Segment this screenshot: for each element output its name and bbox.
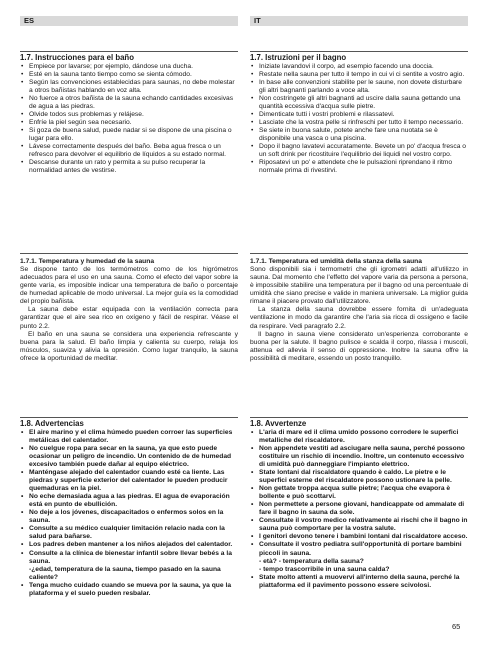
language-code: IT (254, 16, 261, 25)
section-temperature-it (250, 258, 468, 363)
section-bath-instructions-it (250, 54, 468, 175)
list-item: • State molto attenti a muovervi all'interno della sauna, perché la piattaforma ed il pavimento possono essere scivolosi. (250, 574, 468, 590)
section-title: 1.7. Istruzioni per il bagno (250, 53, 347, 62)
paragraph: La stanza della sauna dovrebbe essere fornita di un'adeguata ventilazione in modo da garantire che l'aria sia ricca di ossigeno e facile da respirare. Vedi paragrafo 2.2. (250, 306, 468, 330)
divider (20, 253, 238, 254)
list-item: • No deje a los jóvenes, discapacitados o enfermos solos en la sauna. (20, 509, 238, 525)
divider (250, 253, 468, 254)
section-temperature-es (20, 258, 238, 363)
list-item: • Lasciate che la vostra pelle si rinfreschi per tutto il tempo necessario. (250, 119, 468, 127)
section-title: 1.7.1. Temperatura ed umidità della stanza della sauna (250, 258, 422, 265)
list-item: • In base alle convenzioni stabilite per le saune, non dovete disturbare gli altri bagnanti parlando a voce alta. (250, 79, 468, 95)
divider (250, 51, 468, 52)
list-item: • Los padres deben mantener a los niños alejados del calentador. (20, 541, 238, 549)
list-item: • Empiece por lavarse; por ejemplo, dándose una ducha. (20, 63, 238, 71)
list-item: • Consulte a su médico cualquier limitación relacio nada con la salud para bañarse. (20, 525, 238, 541)
divider (20, 417, 238, 418)
list-item: • Esté en la sauna tanto tiempo como se sienta cómodo. (20, 71, 238, 79)
list-item: • Riposatevi un po' e attendete che le pulsazioni riprendano il ritmo normale prima di rivestirvi. (250, 159, 468, 175)
list-item: • State lontani dal riscaldatore quando è caldo. Le pietre e le superfici esterne del riscaldatore possono ustionare la pelle. (250, 469, 468, 485)
list-item: • El aire marino y el clima húmedo pueden corroer las superficies metálicas del calentador. (20, 429, 238, 445)
list-item: • Tenga mucho cuidado cuando se mueva por la sauna, ya que la plataforma y el suelo pueden resbalar. (20, 582, 238, 598)
list-item: • Non appendete vestiti ad asciugare nella sauna, perché possono costituire un rischio di incendio. Inoltre, un contenuto eccessivo di umidità può danneggiare l'impianto elettrico. (250, 445, 468, 469)
list-item: • Olvide todos sus problemas y relájese. (20, 111, 238, 119)
list-item: • Se siete in buona salute, potete anche fare una nuotata se è disponibile una vasca o una piscina. (250, 127, 468, 143)
section-title: 1.8. Advertencias (20, 419, 84, 428)
page-number: 65 (452, 622, 461, 631)
list-item: • Non permettete a persone giovani, handicappate od ammalate di fare il bagno in sauna da sole. (250, 501, 468, 517)
paragraph: La sauna debe estar equipada con la ventilación correcta para garantizar que el aire sea rico en oxígeno y fácil de respirar. Véase el punto 2.2. (20, 306, 238, 330)
paragraph: Sono disponibili sia i termometri che gli igrometri adatti all'utilizzo in sauna. Dal momento che l'effetto del vapore varia da persona a persona, è impossibile stabilire una temperatura per il bagno od una percentuale di umidità che siano precise e valide in maniera universale. La miglior guida rimane il piacere provato dall'utilizzatore. (250, 266, 468, 306)
list-item: • I genitori devono tenere i bambini lontani dal riscaldatore acceso. (250, 533, 468, 541)
section-bath-instructions-es (20, 54, 238, 175)
divider (20, 51, 238, 52)
section-title: 1.7.1. Temperatura y humedad de la sauna (20, 258, 155, 265)
list-item: • Lávese correctamente después del baño. Beba agua fresca o un refresco para devolver el equilibrio de líquidos a su estado normal. (20, 143, 238, 159)
list-item: • Según las convenciones establecidas para saunas, no debe molestar a otros bañistas hablando en voz alta. (20, 79, 238, 95)
list-item: • Dopo il bagno lavatevi accuratamente. Bevete un po' d'acqua fresca o un soft drink per ricostituire l'equilibrio dei liquidi nel vostro corpo. (250, 143, 468, 159)
paragraph: El baño en una sauna se considera una experiencia refrescante y buena para la salud. El baño limpia y calienta su cuerpo, relaja los músculos, suaviza y alivia la opresión. Como lugar tranquilo, la sauna ofrece la oportunidad de meditar. (20, 330, 238, 362)
list-item: • No eche demasiada agua a las piedras. El agua de evaporación está en punto de ebullición. (20, 493, 238, 509)
section-warnings-es (20, 420, 238, 598)
section-title: 1.7. Instrucciones para el baño (20, 53, 134, 62)
list-item: • Descanse durante un rato y permita a su pulso recuperar la normalidad antes de vestirse. (20, 159, 238, 175)
language-header-es (20, 16, 238, 26)
list-item: • Restate nella sauna per tutto il tempo in cui vi ci sentite a vostro agio. (250, 71, 468, 79)
list-item: • Consultate il vostro pediatra sull'opportunità di portare bambini piccoli in sauna. - età? - temperatura della sauna? - tempo trascorribile in una sauna calda? (250, 541, 468, 573)
paragraph: Il bagno in sauna viene considerato un'esperienza corroborante e buona per la salute. Il bagno pulisce e scalda il corpo, rilassa i muscoli, attenua ed allevia il senso di oppressione. Inoltre la sauna offre la possibilità di meditare, essendo un posto tranquillo. (250, 330, 468, 362)
language-code: ES (24, 16, 35, 25)
list-item: • Si goza de buena salud, puede nadar si se dispone de una piscina o lugar para ello. (20, 127, 238, 143)
list-item: • No cuelgue ropa para secar en la sauna, ya que esto puede ocasionar un peligro de incendio. Un contenido de de humedad excesivo también puede dañar al equipo eléctrico. (20, 445, 238, 469)
list-item: • Consultate il vostro medico relativamente ai rischi che il bagno in sauna può comportare per la vostra salute. (250, 517, 468, 533)
divider (250, 417, 468, 418)
section-title: 1.8. Avvertenze (250, 419, 307, 428)
list-item: • No fuerce a otros bañista de la sauna echando cantidades excesivas de agua a las piedras. (20, 95, 238, 111)
list-item: • Non gettate troppa acqua sulle pietre; l'acqua che evapora è bollente e può scottarvi. (250, 485, 468, 501)
list-item: • Enfríe la piel según sea necesario. (20, 119, 238, 127)
list-item: • Consulte a la clínica de bienestar infantil sobre llevar bebés a la sauna. -¿edad, temperatura de la sauna, tiempo pasado en la sauna caliente? (20, 550, 238, 582)
list-item: • Non costringete gli altri bagnanti ad uscire dalla sauna gettando una quantità eccessiva d'acqua sulle pietre. (250, 95, 468, 111)
list-item: • L'aria di mare ed il clima umido possono corrodere le superfici metalliche del riscaldatore. (250, 429, 468, 445)
language-header-it (250, 16, 468, 26)
list-item: • Dimenticate tutti i vostri problemi e rilassatevi. (250, 111, 468, 119)
list-item: • Iniziate lavandovi il corpo, ad esempio facendo una doccia. (250, 63, 468, 71)
list-item: • Manténgase alejado del calentador cuando esté ca liente. Las piedras y superficie exterior del calentador le pueden producir quemaduras en la piel. (20, 469, 238, 493)
paragraph: Se dispone tanto de los termómetros como de los higrómetros adecuados para el uso en una sauna. Como el efecto del vapor sobre la gente varía, es imposible indicar una temperatura de baño o porcentaje de humedad aplicable de modo universal. La mejor guía es la comodidad del propio bañista. (20, 266, 238, 306)
section-warnings-it (250, 420, 468, 590)
